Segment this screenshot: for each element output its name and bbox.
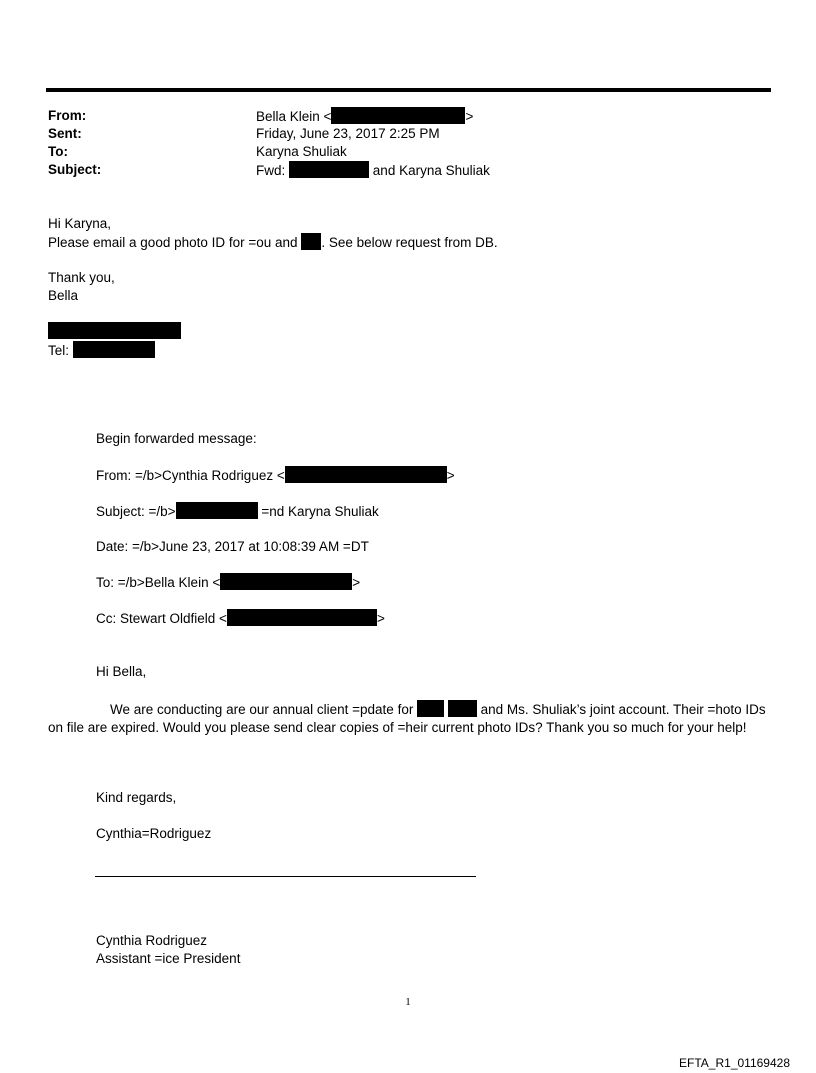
redaction xyxy=(417,700,444,717)
signature-name: Cynthia Rodriguez xyxy=(96,933,208,948)
fwd-cc xyxy=(96,609,385,628)
sent-label: Sent: xyxy=(48,126,82,141)
closing: Kind regards, xyxy=(96,790,177,805)
forward-intro: Begin forwarded message: xyxy=(96,431,257,446)
from-value-end: > xyxy=(465,109,474,124)
subject-label: Subject: xyxy=(48,162,102,177)
request-text-b: . See below request from DB. xyxy=(321,235,498,250)
fwd-paragraph xyxy=(48,700,768,737)
redaction xyxy=(285,466,447,483)
signer: Bella xyxy=(48,288,79,303)
fwd-from-text: From: =/b>Cynthia Rodriguez < xyxy=(96,468,285,483)
redaction xyxy=(176,502,258,519)
tel-line xyxy=(48,341,155,360)
fwd-para-a: We are conducting are our annual client =pdate for xyxy=(110,702,414,717)
redaction xyxy=(448,700,477,717)
closing-name: Cynthia=Rodriguez xyxy=(96,826,212,841)
page-number: 1 xyxy=(405,996,411,1008)
subject-value xyxy=(256,161,490,180)
subject-suffix: and Karyna Shuliak xyxy=(372,163,490,178)
document-id: EFTA_R1_01169428 xyxy=(679,1056,790,1070)
tel-label: Tel: xyxy=(48,343,70,358)
redaction xyxy=(331,107,465,124)
to-label: To: xyxy=(48,144,68,159)
signature-rule xyxy=(95,876,476,877)
fwd-cc-text: Cc: Stewart Oldfield < xyxy=(96,611,227,626)
thanks: Thank you, xyxy=(48,270,115,285)
request-line xyxy=(48,233,498,252)
fwd-to xyxy=(96,573,360,592)
fwd-subject-text: Subject: =/b> xyxy=(96,504,176,519)
fwd-cc-end: > xyxy=(376,611,385,626)
to-value: Karyna Shuliak xyxy=(256,144,347,159)
fwd-subject-end: =nd Karyna Shuliak xyxy=(261,504,379,519)
from-name: Bella Klein < xyxy=(256,109,332,124)
redaction xyxy=(48,322,181,339)
fwd-greeting: Hi Bella, xyxy=(96,664,147,679)
subject-prefix: Fwd: xyxy=(256,163,286,178)
fwd-from xyxy=(96,466,455,485)
fwd-para-b: and Ms. Shuliak’s joint account. Their =hoto IDs on file are expired. Would you please send clear copies of =heir current photo IDs? Thank you so much for your help! xyxy=(48,702,766,735)
redaction xyxy=(289,161,369,178)
from-value xyxy=(256,107,473,126)
redaction xyxy=(73,341,155,358)
fwd-to-end: > xyxy=(352,575,361,590)
fwd-subject xyxy=(96,502,379,521)
redaction xyxy=(227,609,377,626)
redaction xyxy=(301,233,321,250)
redaction xyxy=(220,573,352,590)
signature-title: Assistant =ice President xyxy=(96,951,241,966)
sent-value: Friday, June 23, 2017 2:25 PM xyxy=(256,126,440,141)
from-label: From: xyxy=(48,108,87,123)
fwd-from-end: > xyxy=(446,468,455,483)
fwd-date: Date: =/b>June 23, 2017 at 10:08:39 AM =DT xyxy=(96,539,369,554)
header-rule xyxy=(46,88,771,92)
greeting: Hi Karyna, xyxy=(48,216,112,231)
request-text-a: Please email a good photo ID for =ou and xyxy=(48,235,298,250)
fwd-to-text: To: =/b>Bella Klein < xyxy=(96,575,221,590)
